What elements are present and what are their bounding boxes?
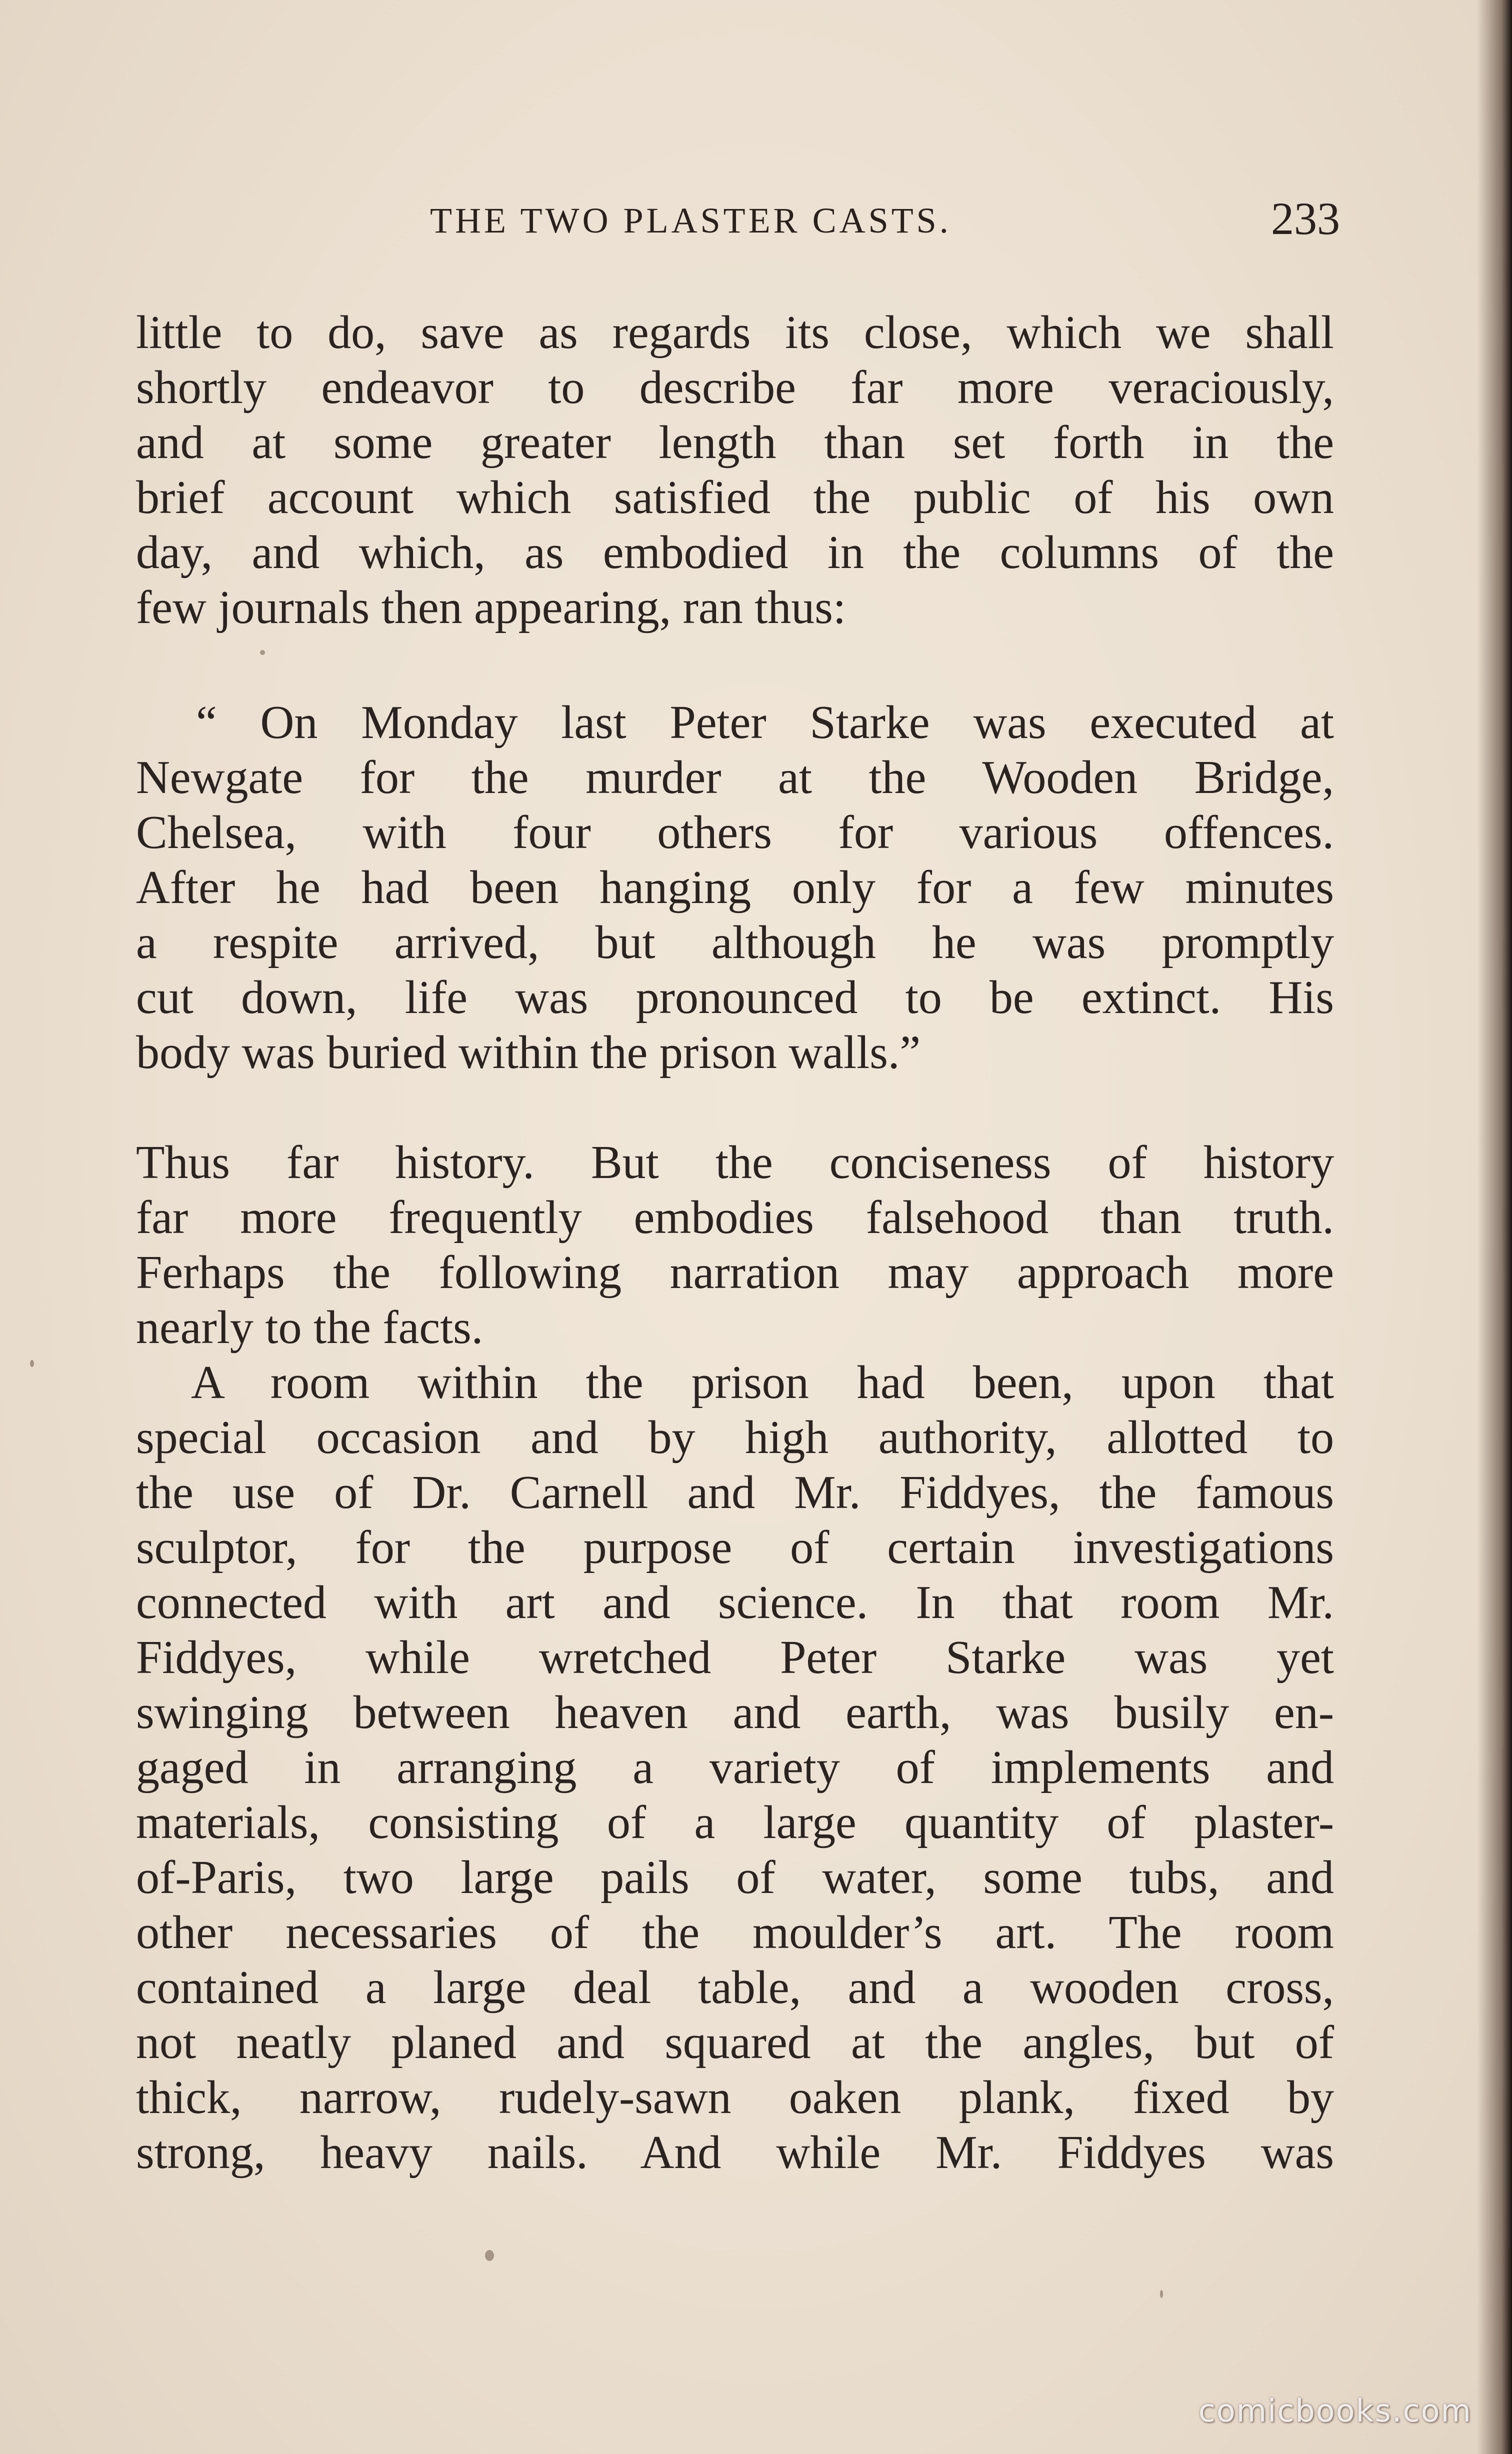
text-line: a respite arrived, but although he was promptly	[136, 916, 1334, 968]
paper-speck	[485, 2250, 494, 2261]
text-line: shortly endeavor to describe far more veraciously,	[136, 362, 1334, 414]
paper-speck	[1160, 2290, 1163, 2298]
text-line: body was buried within the prison walls.”	[136, 1026, 921, 1078]
text-line: gaged in arranging a variety of implements and	[136, 1742, 1334, 1794]
text-line: few journals then appearing, ran thus:	[136, 582, 846, 634]
text-line: sculptor, for the purpose of certain investigations	[136, 1522, 1334, 1574]
paper-speck	[260, 650, 265, 655]
text-line: far more frequently embodies falsehood than truth.	[136, 1192, 1334, 1244]
text-line: Ferhaps the following narration may approach more	[136, 1246, 1334, 1298]
text-line: “ On Monday last Peter Starke was executed at	[196, 696, 1334, 748]
paper-speck	[30, 1360, 34, 1367]
text-line: day, and which, as embodied in the columns of the	[136, 526, 1334, 578]
paragraph-narration	[136, 1135, 1334, 2180]
text-line: Newgate for the murder at the Wooden Bridge,	[136, 752, 1334, 804]
text-line: brief account which satisfied the public of his own	[136, 472, 1334, 524]
text-line: connected with art and science. In that room Mr.	[136, 1576, 1334, 1628]
text-line: not neatly planed and squared at the angles, but of	[136, 2016, 1334, 2068]
text-line: Thus far history. But the conciseness of history	[136, 1136, 1334, 1188]
text-line: contained a large deal table, and a wooden cross,	[136, 1962, 1334, 2014]
page-header	[140, 195, 1340, 255]
text-line: cut down, life was pronounced to be extinct. His	[136, 972, 1334, 1024]
text-line: A room within the prison had been, upon that	[191, 1356, 1334, 1408]
page-number: 233	[1271, 193, 1340, 244]
text-line: materials, consisting of a large quantity of plaster-	[136, 1796, 1334, 1848]
text-line: and at some greater length than set forth in the	[136, 416, 1334, 468]
paragraph-intro	[136, 305, 1334, 635]
text-line: the use of Dr. Carnell and Mr. Fiddyes, the famous	[136, 1466, 1334, 1518]
text-line: special occasion and by high authority, allotted to	[136, 1412, 1334, 1464]
running-head: THE TWO PLASTER CASTS.	[430, 200, 952, 240]
text-line: Fiddyes, while wretched Peter Starke was yet	[136, 1632, 1334, 1684]
text-line: other necessaries of the moulder’s art. The room	[136, 1906, 1334, 1958]
text-line: of-Paris, two large pails of water, some tubs, and	[136, 1852, 1334, 1904]
text-line: nearly to the facts.	[136, 1302, 484, 1354]
text-line: Chelsea, with four others for various offences.	[136, 806, 1334, 858]
text-line: After he had been hanging only for a few minutes	[136, 862, 1334, 914]
text-line: swinging between heaven and earth, was busily en-	[136, 1686, 1334, 1738]
text-line: thick, narrow, rudely-sawn oaken plank, fixed by	[136, 2072, 1334, 2124]
text-line: little to do, save as regards its close, which we shall	[136, 306, 1334, 358]
paragraph-quotation	[136, 695, 1334, 1080]
text-line: strong, heavy nails. And while Mr. Fiddyes was	[136, 2126, 1334, 2178]
watermark: comicbooks.com	[1198, 2392, 1472, 2429]
